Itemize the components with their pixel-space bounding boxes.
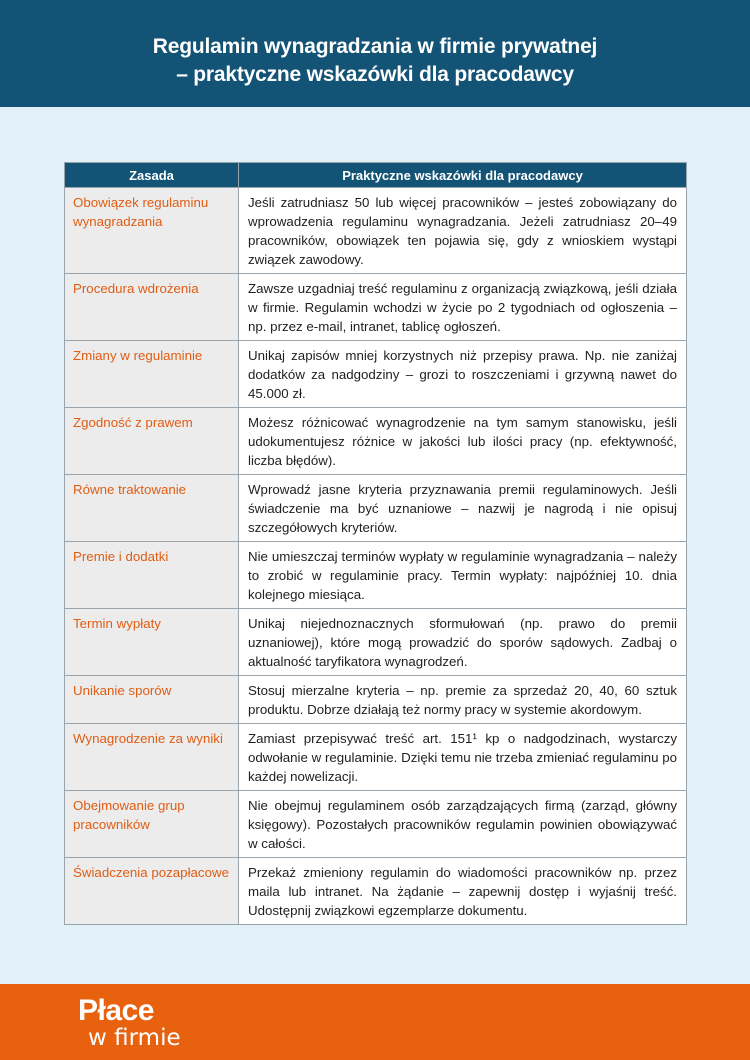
guidelines-table <box>64 162 687 925</box>
table-row <box>65 475 687 542</box>
rule-cell: Premie i dodatki <box>65 542 239 609</box>
tip-cell: Nie obejmuj regulaminem osób zarządzających firmą (zarząd, główny księgowy). Pozostałych pracowników regulamin powinien obowiązywać w całości. <box>239 791 687 858</box>
table-row <box>65 542 687 609</box>
page-footer <box>0 984 750 1060</box>
table-row <box>65 609 687 676</box>
rule-cell: Obejmowanie grup pracowników <box>65 791 239 858</box>
tip-cell: Stosuj mierzalne kryteria – np. premie za sprzedaż 20, 40, 60 sztuk produktu. Dobrze działają też normy pracy w systemie akordowym. <box>239 676 687 724</box>
tip-cell: Zawsze uzgadniaj treść regulaminu z organizacją związkową, jeśli działa w firmie. Regulamin wchodzi w życie po 2 tygodniach od ogłoszenia – np. przez e-mail, intranet, tablicę ogłoszeń. <box>239 274 687 341</box>
tip-cell: Jeśli zatrudniasz 50 lub więcej pracowników – jesteś zobowiązany do wprowadzenia regulaminu wynagradzania. Jeżeli zatrudniasz 20–49 pracowników, obowiązek ten pojawia się, gdy z wnioskiem wystąpi związek zawodowy. <box>239 188 687 274</box>
rule-cell: Obowiązek regulaminu wynagradzania <box>65 188 239 274</box>
tip-cell: Przekaż zmieniony regulamin do wiadomości pracowników np. przez maila lub intranet. Na żądanie – zapewnij dostęp i wyjaśnij treść. Udostępnij związkowi egzemplarze dokumentu. <box>239 858 687 925</box>
rule-cell: Zmiany w regulaminie <box>65 341 239 408</box>
tip-cell: Możesz różnicować wynagrodzenie na tym samym stanowisku, jeśli udokumentujesz różnice w jakości lub ilości pracy (np. efektywność, liczba błędów). <box>239 408 687 475</box>
tip-cell: Unikaj niejednoznacznych sformułowań (np. prawo do premii uznaniowej), które mogą prowadzić do sporów sądowych. Zadbaj o aktualność taryfikatora wynagrodzeń. <box>239 609 687 676</box>
tip-cell: Nie umieszczaj terminów wypłaty w regulaminie wynagradzania – należy to zrobić w regulaminie pracy. Termin wypłaty: najpóźniej 10. dnia kolejnego miesiąca. <box>239 542 687 609</box>
table-row <box>65 791 687 858</box>
table-body <box>65 188 687 925</box>
table-row <box>65 188 687 274</box>
table-row <box>65 408 687 475</box>
rule-cell: Procedura wdrożenia <box>65 274 239 341</box>
page-title-line-2: – praktyczne wskazówki dla pracodawcy <box>176 63 574 86</box>
table-row <box>65 676 687 724</box>
table-row <box>65 341 687 408</box>
tip-cell: Unikaj zapisów mniej korzystnych niż przepisy prawa. Np. nie zaniżaj dodatków za nadgodziny – grozi to roszczeniami i grzywną nawet do 45.000 zł. <box>239 341 687 408</box>
rule-cell: Równe traktowanie <box>65 475 239 542</box>
table-header <box>65 163 687 188</box>
column-header-rule: Zasada <box>65 163 239 188</box>
page-title-line-1: Regulamin wynagradzania w firmie prywatnej <box>152 35 598 58</box>
rule-cell: Wynagrodzenie za wyniki <box>65 724 239 791</box>
column-header-tips: Praktyczne wskazówki dla pracodawcy <box>239 163 687 188</box>
rule-cell: Zgodność z prawem <box>65 408 239 475</box>
table-row <box>65 274 687 341</box>
logo-word-place: Płace <box>78 994 154 1027</box>
table-row <box>65 858 687 925</box>
logo-word-w-firmie: w firmie <box>88 1025 181 1051</box>
brand-logo <box>78 994 198 1054</box>
table-header-row <box>65 163 687 188</box>
guidelines-table-container <box>64 162 686 925</box>
rule-cell: Świadczenia pozapłacowe <box>65 858 239 925</box>
rule-cell: Unikanie sporów <box>65 676 239 724</box>
table-row <box>65 724 687 791</box>
tip-cell: Zamiast przepisywać treść art. 151¹ kp o nadgodzinach, wystarczy odwołanie w regulaminie. Dzięki temu nie trzeba zmieniać regulaminu po każdej nowelizacji. <box>239 724 687 791</box>
page-header <box>0 0 750 107</box>
tip-cell: Wprowadź jasne kryteria przyznawania premii regulaminowych. Jeśli świadczenie ma być uznaniowe – nazwij je nagrodą i nie opisuj szczegółowych kryteriów. <box>239 475 687 542</box>
rule-cell: Termin wypłaty <box>65 609 239 676</box>
